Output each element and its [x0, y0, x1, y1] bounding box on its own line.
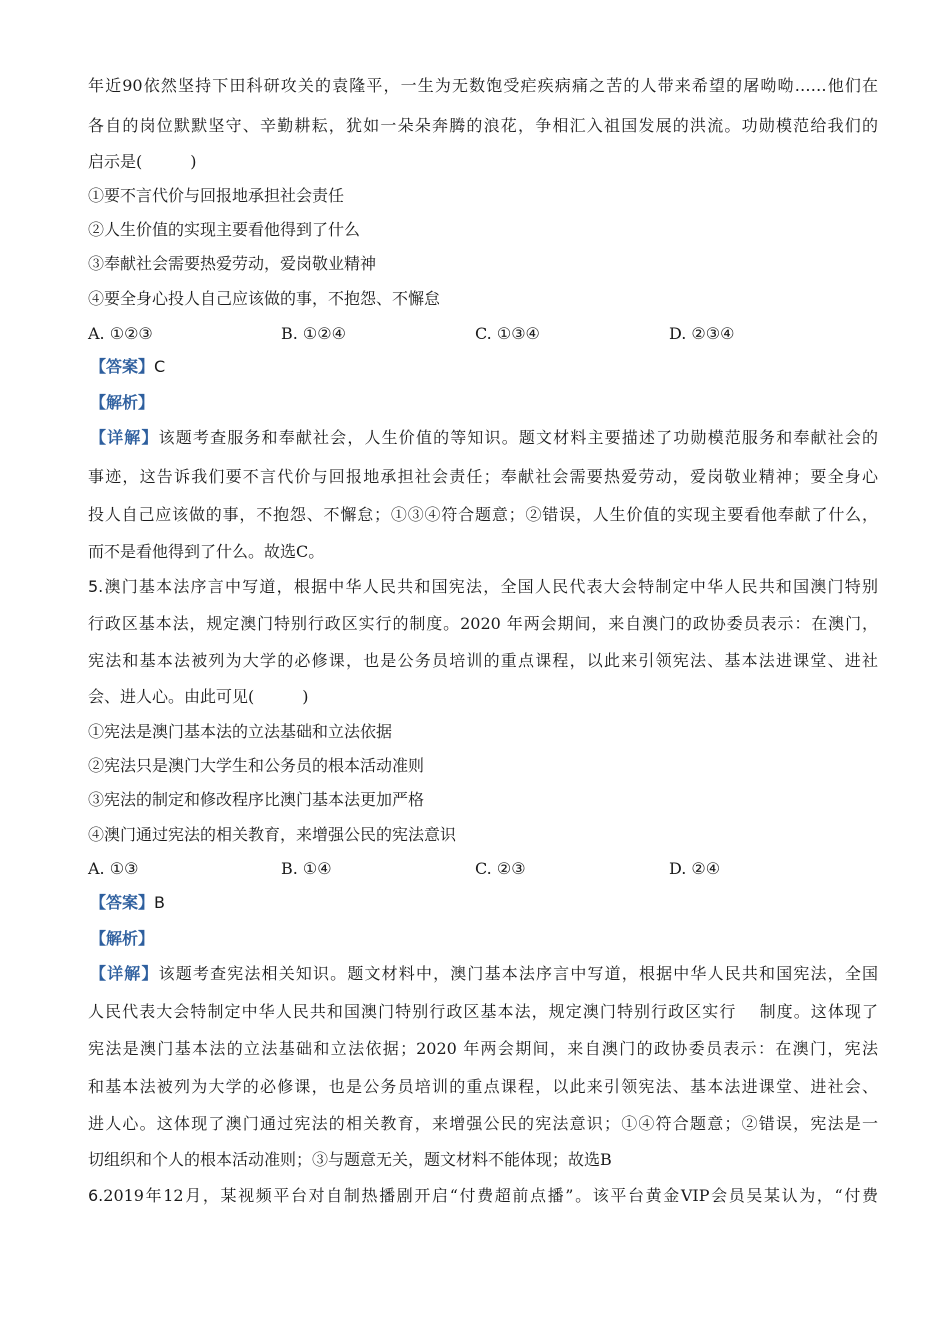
q5-item-1: ①宪法是澳门基本法的立法基础和立法依据 — [88, 722, 393, 741]
detail-tag: 【详解】 — [90, 428, 159, 447]
q4-analysis — [90, 391, 880, 415]
q5-stem-line-3: 宪法和基本法被列为大学的必修课，也是公务员培训的重点课程，以此来引领宪法、基本法进课堂、进社 — [88, 651, 878, 670]
q4-detail-line-1 — [90, 426, 878, 450]
answer-value: C — [154, 357, 166, 376]
analysis-tag: 【解析】 — [90, 393, 155, 412]
q5-option-c: C. ②③ — [475, 859, 526, 878]
q4-detail-line-4: 而不是看他得到了什么。故选C。 — [88, 542, 325, 561]
q5-stem-line-1 — [88, 575, 878, 599]
q5-detail-line-5: 进人心。这体现了澳门通过宪法的相关教育，来增强公民的宪法意识；①④符合题意；②错误，宪法是一 — [88, 1114, 878, 1133]
q4-option-c: C. ①③④ — [475, 324, 540, 343]
q6-stem-text: 2019年12月，某视频平台对自制热播剧开启“付费超前点播”。该平台黄金VIP会员吴某认为，“付费 — [103, 1186, 878, 1205]
answer-value: B — [154, 893, 165, 912]
analysis-tag: 【解析】 — [90, 929, 155, 948]
q5-item-2: ②宪法只是澳门大学生和公务员的根本活动准则 — [88, 756, 425, 775]
detail-tag: 【详解】 — [90, 964, 159, 983]
q5-detail-line-3: 宪法是澳门基本法的立法基础和立法依据；2020 年两会期间，来自澳门的政协委员表示：在澳门，宪法 — [88, 1039, 878, 1058]
q4-item-1: ①要不言代价与回报地承担社会责任 — [88, 186, 345, 205]
answer-tag: 【答案】 — [90, 357, 155, 376]
q5-detail-line-2: 人民代表大会特制定中华人民共和国澳门特别行政区基本法，规定澳门特别行政区实行 制度。这体现了 — [88, 1002, 878, 1021]
q5-answer — [90, 891, 880, 915]
q5-detail-line-4: 和基本法被列为大学的必修课，也是公务员培训的重点课程，以此来引领宪法、基本法进课堂、进社会、 — [88, 1077, 878, 1096]
q4-item-3: ③奉献社会需要热爱劳动，爱岗敬业精神 — [88, 254, 377, 273]
q5-number: 5. — [88, 577, 104, 596]
q5-analysis — [90, 927, 880, 951]
q5-option-a: A. ①③ — [88, 859, 139, 878]
q5-option-d: D. ②④ — [669, 859, 721, 878]
q4-stem-line-2: 各自的岗位默默坚守、辛勤耕耘，犹如一朵朵奔腾的浪花，争相汇入祖国发展的洪流。功勋模范给我们的 — [88, 116, 878, 135]
q4-option-d: D. ②③④ — [669, 324, 735, 343]
q5-item-4: ④澳门通过宪法的相关教育，来增强公民的宪法意识 — [88, 825, 457, 844]
q6-number: 6. — [88, 1186, 104, 1205]
answer-tag: 【答案】 — [90, 893, 155, 912]
q5-detail-line-1 — [90, 962, 878, 986]
detail-text: 该题考查宪法相关知识。题文材料中，澳门基本法序言中写道，根据中华人民共和国宪法，全国 — [158, 964, 878, 983]
q4-item-4: ④要全身心投人自己应该做的事，不抱怨、不懈怠 — [88, 289, 441, 308]
q4-option-b: B. ①②④ — [281, 324, 346, 343]
q4-detail-line-3: 投人自己应该做的事，不抱怨、不懈怠；①③④符合题意；②错误，人生价值的实现主要看他奉献了什么， — [88, 505, 878, 524]
q5-detail-line-6: 切组织和个人的根本活动准则；③与题意无关，题文材料不能体现；故选B — [88, 1150, 612, 1169]
q4-answer — [90, 355, 880, 379]
detail-text: 该题考查服务和奉献社会，人生价值的等知识。题文材料主要描述了功勋模范服务和奉献社会的 — [158, 428, 878, 447]
q4-option-a: A. ①②③ — [88, 324, 153, 343]
q4-stem-line-1: 年近90依然坚持下田科研攻关的袁隆平，一生为无数饱受疟疾病痛之苦的人带来希望的屠呦呦……他们在 — [88, 76, 878, 95]
q5-stem-line-4: 会、进人心。由此可见( ) — [88, 687, 309, 706]
q5-stem-line-2: 行政区基本法，规定澳门特别行政区实行的制度。2020 年两会期间，来自澳门的政协委员表示：在澳门， — [88, 614, 878, 633]
q6-stem-line-1 — [88, 1184, 878, 1208]
q4-item-2: ②人生价值的实现主要看他得到了什么 — [88, 220, 361, 239]
q4-detail-line-2: 事迹，这告诉我们要不言代价与回报地承担社会责任；奉献社会需要热爱劳动，爱岗敬业精神；要全身心 — [88, 467, 878, 486]
q5-stem-text: 澳门基本法序言中写道，根据中华人民共和国宪法，全国人民代表大会特制定中华人民共和国澳门特别 — [103, 577, 878, 596]
q4-stem-line-3: 启示是( ) — [88, 152, 197, 171]
q5-item-3: ③宪法的制定和修改程序比澳门基本法更加严格 — [88, 790, 425, 809]
q5-option-b: B. ①④ — [281, 859, 332, 878]
